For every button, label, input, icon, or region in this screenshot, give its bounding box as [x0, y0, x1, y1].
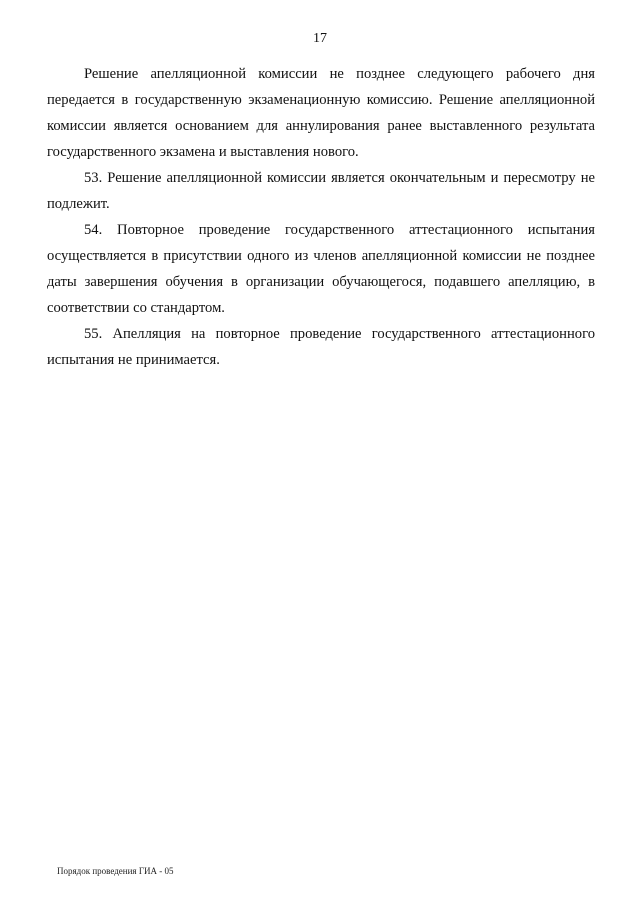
- footer-document-title: Порядок проведения ГИА - 05: [57, 866, 174, 876]
- paragraph-53: 53. Решение апелляционной комиссии является окончательным и пересмотру не подлежит.: [47, 170, 595, 212]
- page-number: 17: [313, 31, 327, 46]
- paragraph-55: 55. Апелляция на повторное проведение государственного аттестационного испытания не принимается.: [47, 326, 595, 368]
- document-body: [47, 61, 595, 373]
- paragraph-54: 54. Повторное проведение государственного аттестационного испытания осуществляется в присутствии одного из членов апелляционной комиссии не позднее даты завершения обучения в организации обучающегося, подавшего апелляцию, в соответствии со стандартом.: [47, 222, 595, 316]
- paragraph-appeal-decision-transfer: Решение апелляционной комиссии не позднее следующего рабочего дня передается в государственную экзаменационную комиссию. Решение апелляционной комиссии является основанием для аннулирования ранее выставленного результата государственного экзамена и выставления нового.: [47, 66, 595, 160]
